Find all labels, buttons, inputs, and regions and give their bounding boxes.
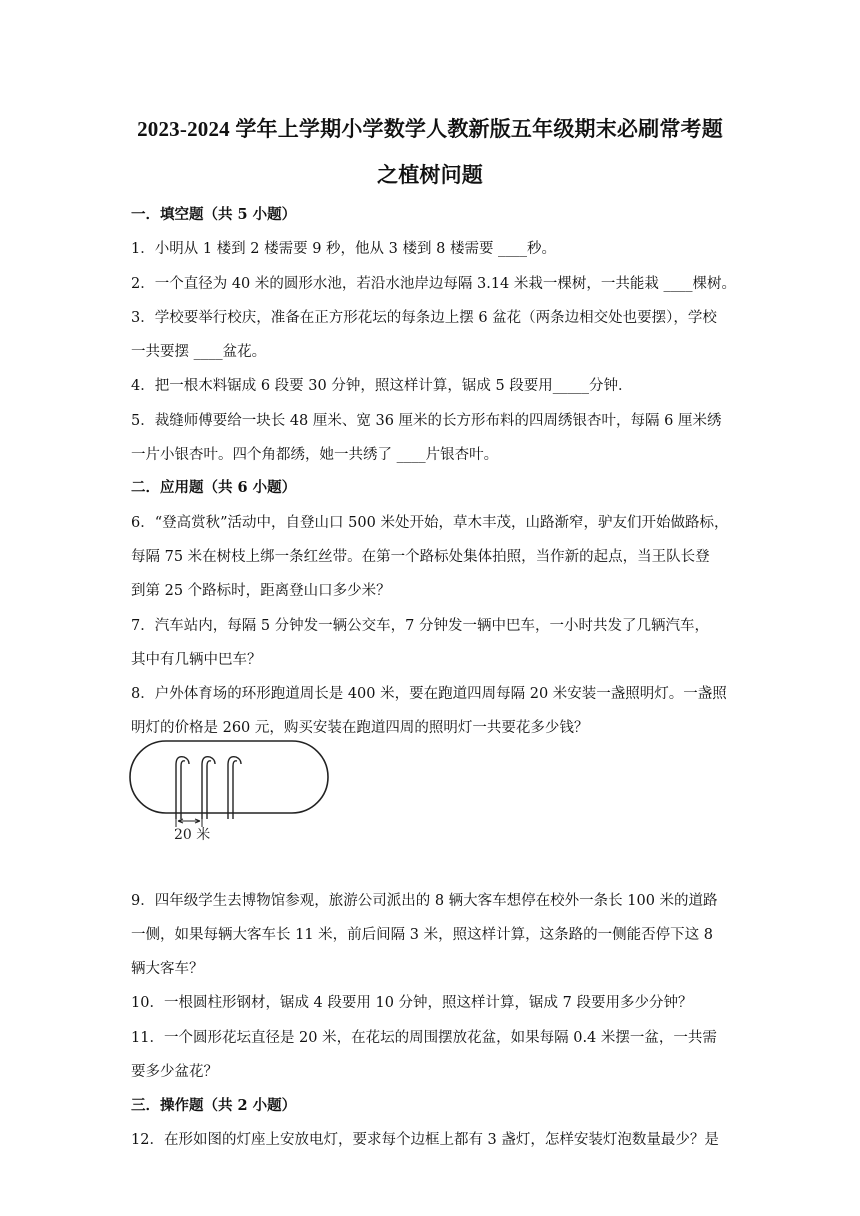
question-11: 11．一个圆形花坛直径是 20 米，在花坛的周围摆放花盆，如果每隔 0.4 米摆一盆，一共需 [131,1030,717,1046]
section-heading-fill-in: 一．填空题（共 5 小题） [131,206,297,223]
question-11-cont: 要多少盆花？ [131,1064,218,1080]
question-7: 7．汽车站内，每隔 5 分钟发一辆公交车，7 分钟发一辆中巴车，一小时共发了几辆汽车， [131,618,709,634]
distance-marker [176,815,202,827]
question-4: 4．把一根木料锯成 6 段要 30 分钟，照这样计算，锯成 5 段要用_____分钟． [131,378,633,394]
lamp-post-1 [176,757,189,819]
section-heading-application: 二．应用题（共 6 小题） [131,479,297,496]
question-10: 10．一根圆柱形钢材，锯成 4 段要用 10 分钟，照这样计算，锯成 7 段要用多少分钟？ [131,995,693,1011]
question-5-cont: 一片小银杏叶。四个角都绣，她一共绣了 ____片银杏叶。 [131,447,499,463]
question-9-cont-2: 辆大客车？ [131,961,204,977]
question-1: 1．小明从 1 楼到 2 楼需要 9 秒，他从 3 楼到 8 楼需要 ____秒。 [131,241,557,257]
document-title-line-2: 之植树问题 [377,163,483,187]
question-6: 6．“登高赏秋”活动中，自登山口 500 米处开始，草木丰茂，山路渐窄，驴友们开始做路标， [131,515,729,531]
question-9: 9．四年级学生去博物馆参观，旅游公司派出的 8 辆大客车想停在校外一条长 100 米的道路 [131,893,718,909]
lamp-post-3 [228,757,241,819]
question-5: 5．裁缝师傅要给一块长 48 厘米、宽 36 厘米的长方形布料的四周绣银杏叶，每隔 6 厘米绣 [131,413,722,429]
question-9-cont-1: 一侧，如果每辆大客车长 11 米，前后间隔 3 米，照这样计算，这条路的一侧能否停下这 8 [131,927,713,943]
lamp-posts [176,757,241,819]
question-6-cont-2: 到第 25 个路标时，距离登山口多少米？ [131,583,391,599]
lamp-post-2 [202,757,215,819]
section-heading-operation: 三．操作题（共 2 小题） [131,1097,297,1114]
running-track-outline [130,741,328,813]
distance-label: 20 米 [174,827,211,843]
question-3: 3．学校要举行校庆，准备在正方形花坛的每条边上摆 6 盆花（两条边相交处也要摆），学校 [131,310,717,326]
question-6-cont-1: 每隔 75 米在树枝上绑一条红丝带。在第一个路标处集体拍照，当作新的起点，当王队长登 [131,549,710,565]
track-lamps-figure [128,735,338,850]
question-7-cont: 其中有几辆中巴车？ [131,652,262,668]
question-8: 8．户外体育场的环形跑道周长是 400 米，要在跑道四周每隔 20 米安装一盏照明灯。一盏照 [131,686,727,702]
document-title-line-1: 2023-2024 学年上学期小学数学人教新版五年级期末必刷常考题 [137,117,723,141]
question-12: 12．在形如图的灯座上安放电灯，要求每个边框上都有 3 盏灯，怎样安装灯泡数量最少？是 [131,1132,719,1148]
question-8-cont: 明灯的价格是 260 元，购买安装在跑道四周的照明灯一共要花多少钱？ [131,720,589,736]
question-2: 2．一个直径为 40 米的圆形水池，若沿水池岸边每隔 3.14 米栽一棵树，一共能栽 ____棵树。 [131,276,737,292]
question-3-cont: 一共要摆 ____盆花。 [131,344,267,360]
